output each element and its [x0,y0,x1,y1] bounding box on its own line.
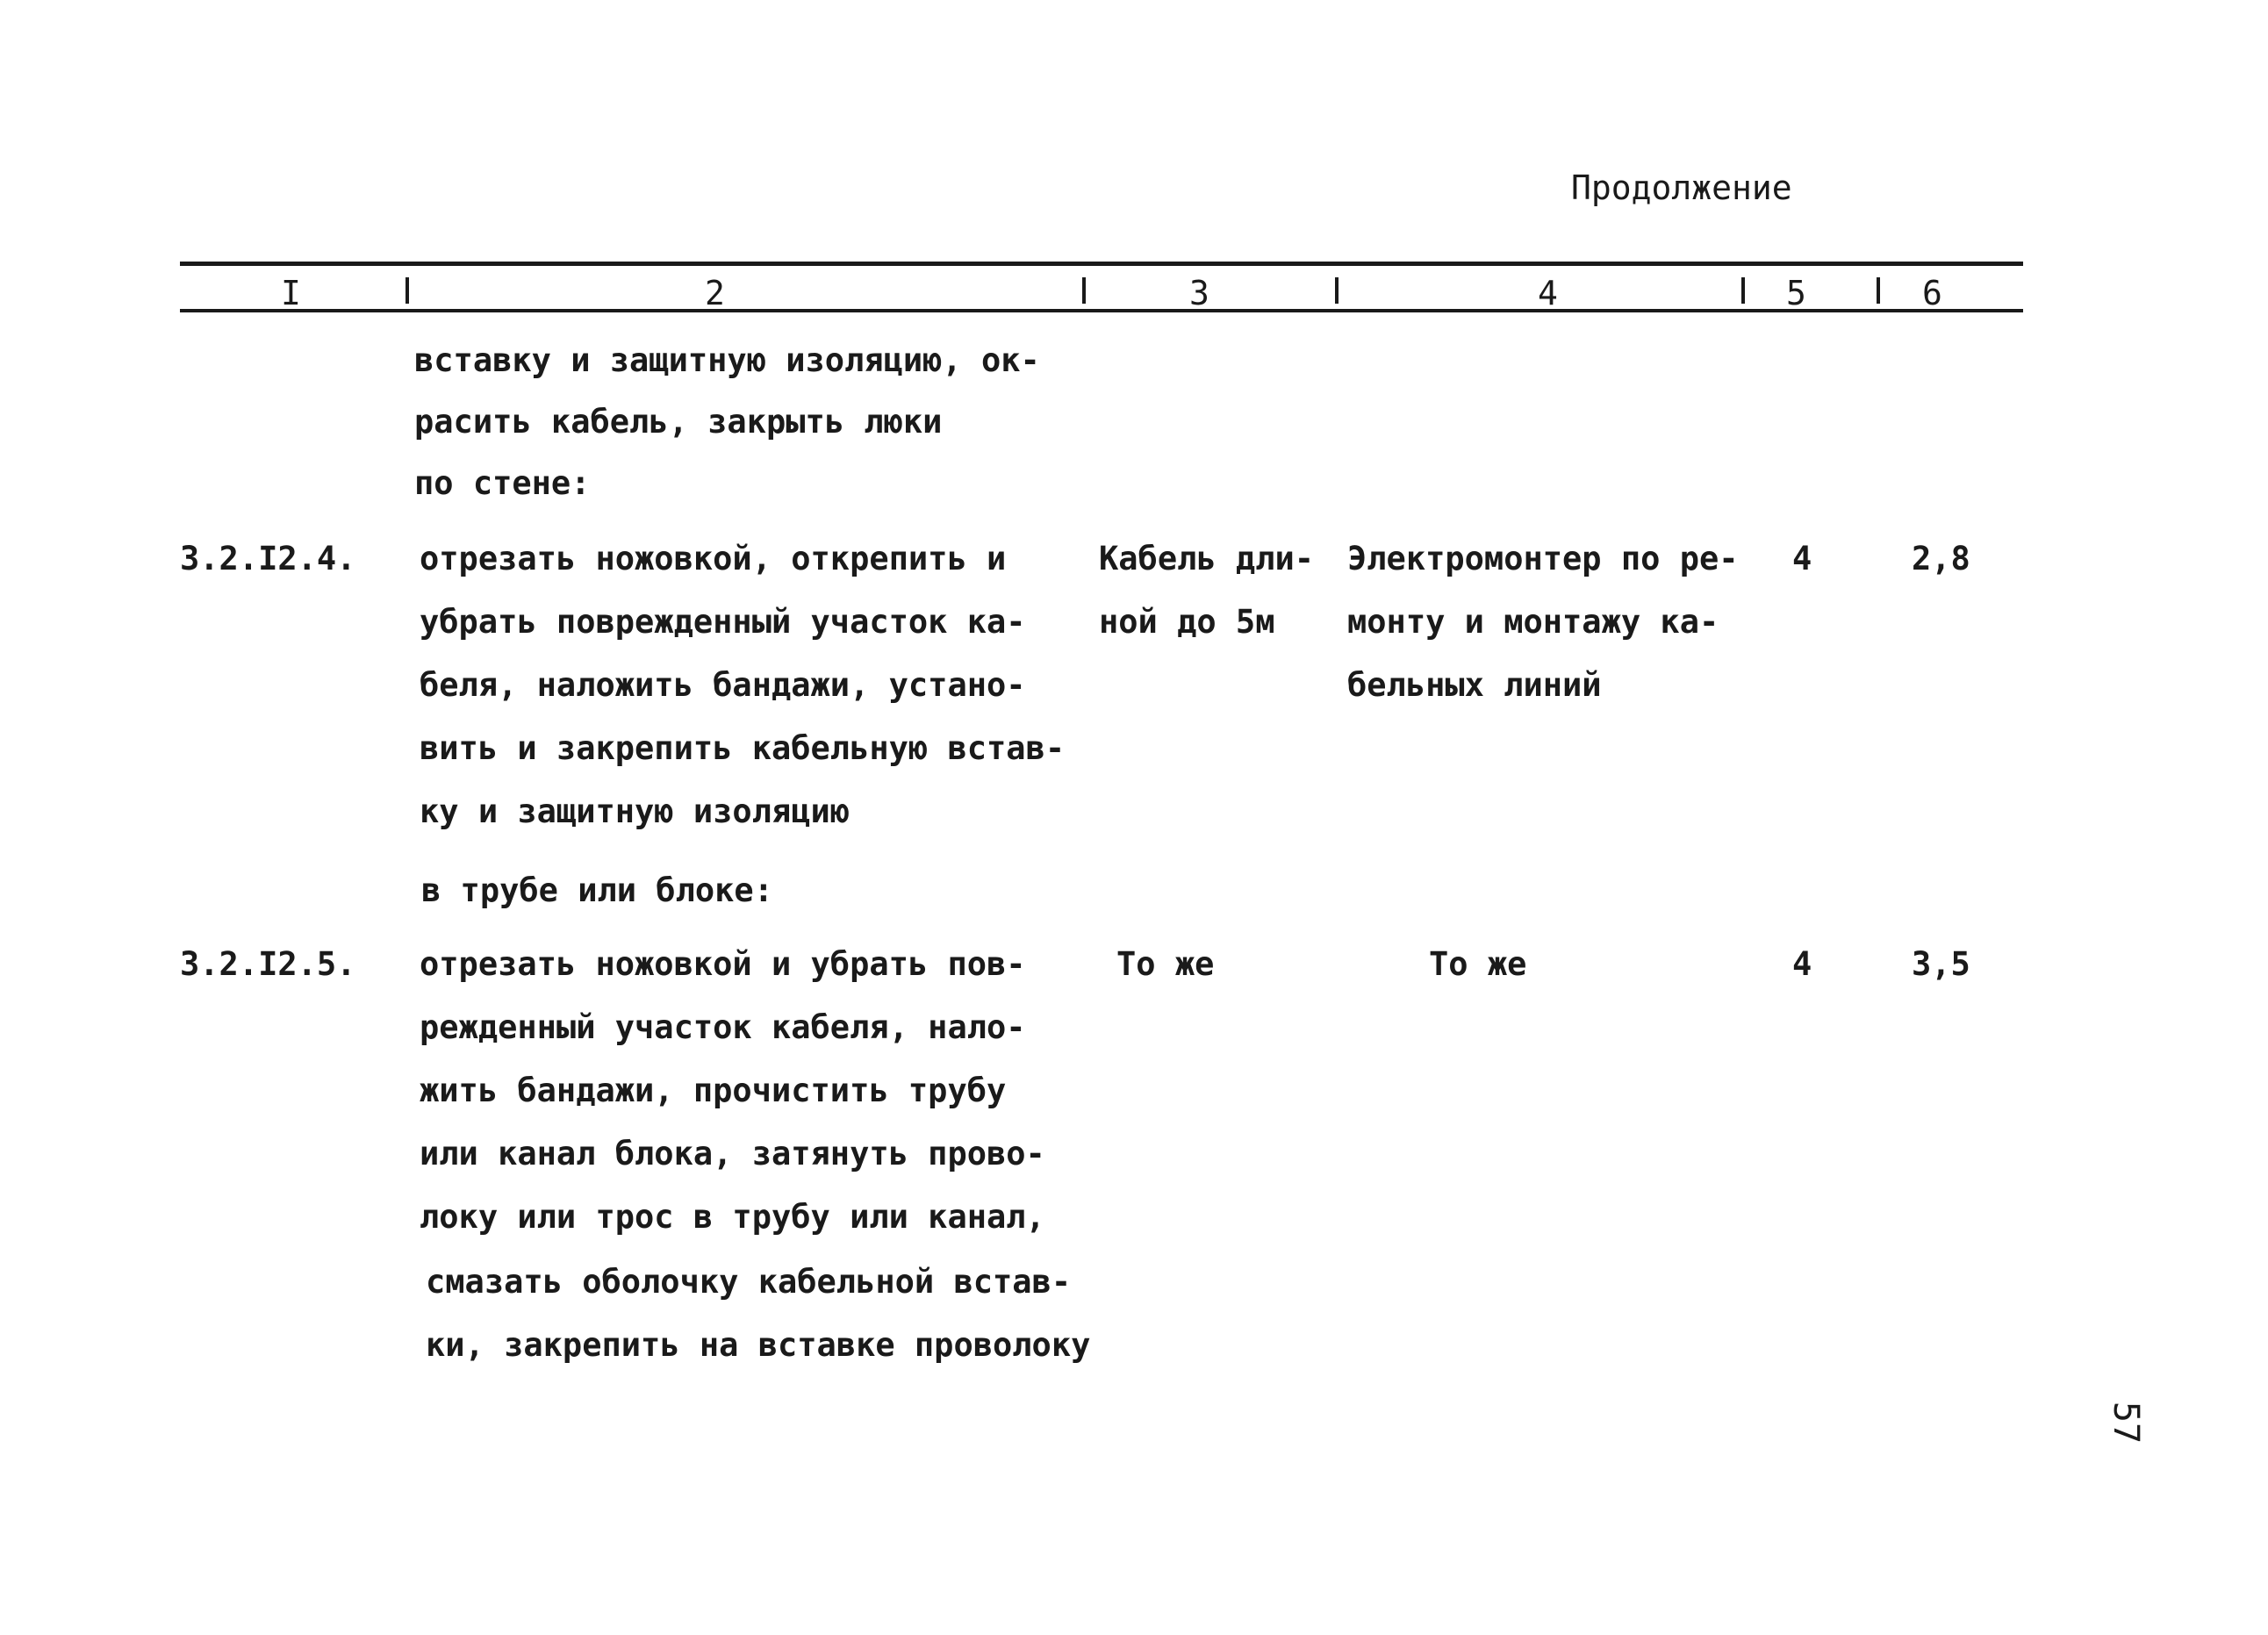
header-col-3: 3 [1189,274,1209,312]
header-sep-2 [1082,277,1086,304]
row-description-line: убрать поврежденный участок ка- [420,603,1026,641]
continuation-line: расить кабель, закрыть люки [414,403,943,441]
row-description-line: отрезать ножовкой, открепить и [420,540,1007,577]
row-description-line: отрезать ножовкой и убрать пов- [420,945,1026,983]
row-code: 3.2.I2.4. [180,540,356,577]
header-rule-bottom [180,309,2023,312]
row-col4-line: То же [1429,945,1527,983]
row-col6-value: 3,5 [1912,945,1970,983]
header-col-4: 4 [1538,274,1558,312]
header-sep-3 [1335,277,1339,304]
row-col6-value: 2,8 [1912,540,1970,577]
row-description-line: жить бандажи, прочистить трубу [420,1072,1007,1109]
row-description-line: режденный участок кабеля, нало- [420,1008,1026,1046]
row-col3-line: Кабель дли- [1099,540,1315,577]
continuation-line: вставку и защитную изоляцию, ок- [414,341,1040,379]
row-description-line: или канал блока, затянуть прово- [420,1135,1045,1172]
row-code: 3.2.I2.5. [180,945,356,983]
continuation-line: по стене: [414,464,591,502]
row-description-line: локу или трос в трубу или канал, [420,1198,1045,1236]
header-col-5: 5 [1786,274,1806,312]
row-col4-line: монту и монтажу ка- [1347,603,1719,641]
header-rule-top [180,262,2023,266]
row-col3-line: ной до 5м [1099,603,1275,641]
row-description-line: смазать оболочку кабельной встав- [426,1263,1072,1301]
header-sep-1 [406,277,409,304]
page-number: 57 [2106,1401,2147,1445]
header-col-1: I [281,274,301,312]
header-col-6: 6 [1922,274,1942,312]
section-subheading: в трубе или блоке: [421,871,773,909]
row-col5-value: 4 [1792,945,1812,983]
row-description-line: беля, наложить бандажи, устано- [420,666,1026,704]
row-col4-line: Электромонтер по ре- [1347,540,1739,577]
header-sep-5 [1877,277,1880,304]
page-heading: Продолжение [1571,169,1792,207]
row-description-line: ки, закрепить на вставке проволоку [426,1326,1091,1364]
row-description-line: вить и закрепить кабельную встав- [420,729,1066,767]
header-col-2: 2 [705,274,725,312]
row-col3-line: То же [1116,945,1215,983]
header-sep-4 [1741,277,1745,304]
row-description-line: ку и защитную изоляцию [420,792,850,830]
row-col5-value: 4 [1792,540,1812,577]
row-col4-line: бельных линий [1347,666,1602,704]
